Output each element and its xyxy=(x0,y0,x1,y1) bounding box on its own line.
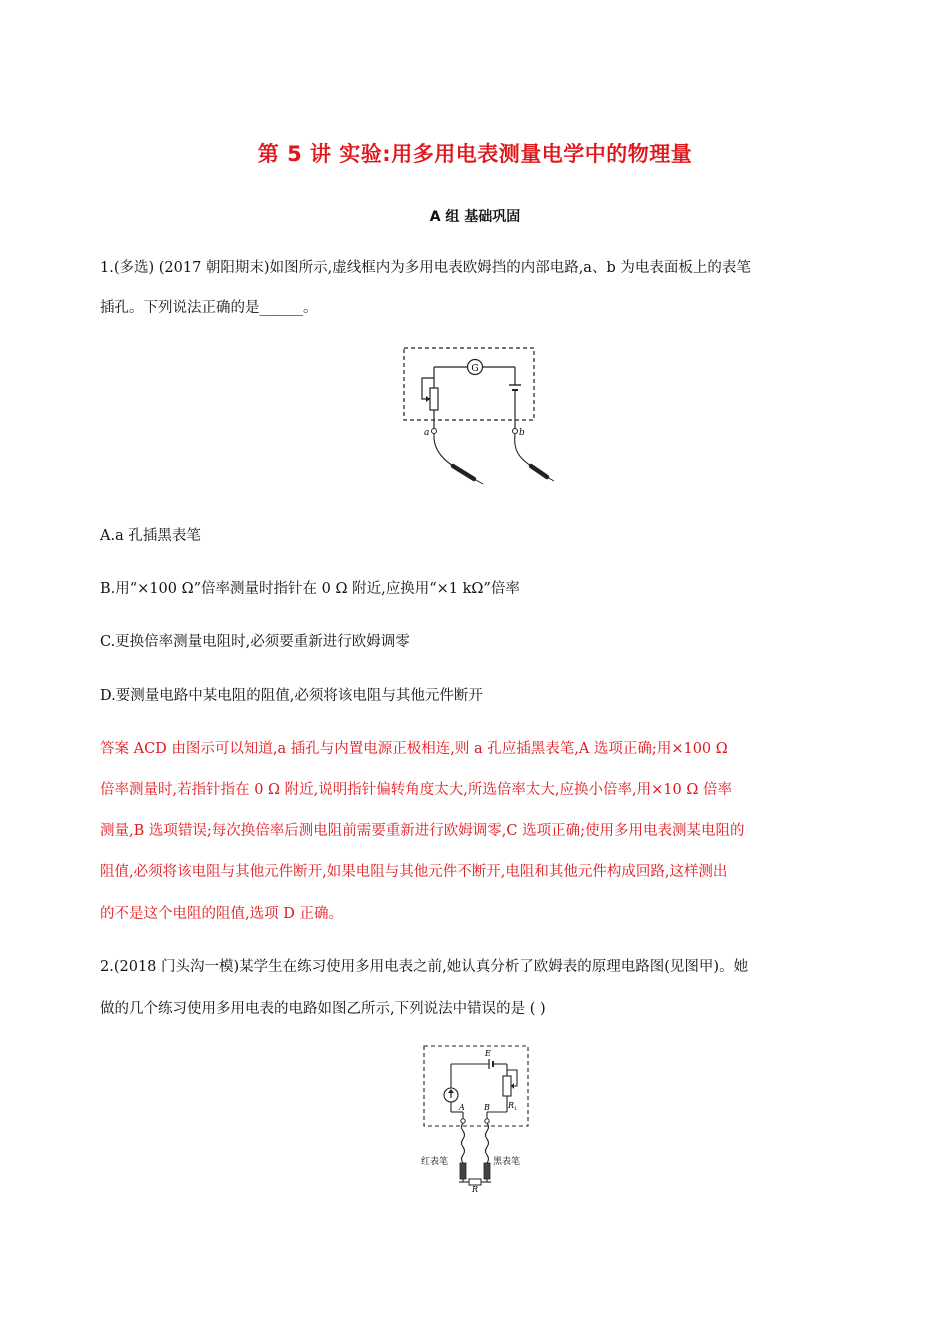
r1-subscript: 1 xyxy=(514,1106,518,1112)
terminal-a-label: A xyxy=(459,1103,465,1112)
galvanometer-label: G xyxy=(471,364,479,374)
answer-line-2: 倍率测量时,若指针指在 0 Ω 附近,说明指针偏转角度太大,所选倍率太大,应换小倍率,用×10 Ω 倍率 xyxy=(100,782,732,798)
question-2-circuit-figure xyxy=(415,1042,535,1192)
question-2-text: 2.(2018 门头沟一模)某学生在练习使用多用电表之前,她认真分析了欧姆表的原理电路图(见图甲)。她 xyxy=(100,959,749,975)
red-probe-label: 红表笔 xyxy=(421,1157,449,1167)
battery-label: E xyxy=(485,1049,491,1058)
question-2-text-cont: 做的几个练习使用多用电表的电路如图乙所示,下列说法中错误的是 ( ) xyxy=(100,1001,546,1017)
r1-label: R xyxy=(508,1101,515,1110)
question-1-text: 1.(多选) (2017 朝阳期末)如图所示,虚线框内为多用电表欧姆挡的内部电路,a、b 为电表面板上的表笔 xyxy=(100,260,751,276)
resistor-r-label: R xyxy=(472,1185,479,1192)
answer-line-1: 答案 ACD 由图示可以知道,a 插孔与内置电源正极相连,则 a 孔应插黑表笔,A 选项正确;用×100 Ω xyxy=(100,741,728,757)
terminal-a-label: a xyxy=(424,428,430,438)
black-probe-label: 黑表笔 xyxy=(493,1157,521,1167)
option-d: D.要测量电路中某电阻的阻值,必须将该电阻与其他元件断开 xyxy=(100,688,483,704)
answer-line-4: 阻值,必须将该电阻与其他元件断开,如果电阻与其他元件不断开,电阻和其他元件构成回路,这样测出 xyxy=(100,864,728,880)
page-title: 第 5 讲 实验:用多用电表测量电学中的物理量 xyxy=(257,142,693,166)
section-heading: A 组 基础巩固 xyxy=(429,209,521,225)
answer-line-5: 的不是这个电阻的阻值,选项 D 正确。 xyxy=(100,906,343,922)
option-b: B.用“×100 Ω”倍率测量时指针在 0 Ω 附近,应换用“×1 kΩ”倍率 xyxy=(100,581,520,597)
terminal-b-label: b xyxy=(519,428,525,438)
option-c: C.更换倍率测量电阻时,必须要重新进行欧姆调零 xyxy=(100,634,410,650)
option-a: A.a 孔插黑表笔 xyxy=(100,528,201,544)
terminal-b-label: B xyxy=(484,1103,490,1112)
question-1-circuit-figure xyxy=(395,340,555,490)
answer-line-3: 测量,B 选项错误;每次换倍率后测电阻前需要重新进行欧姆调零,C 选项正确;使用多用电表测某电阻的 xyxy=(100,823,745,839)
question-1-text-cont: 插孔。下列说法正确的是______。 xyxy=(100,300,318,316)
